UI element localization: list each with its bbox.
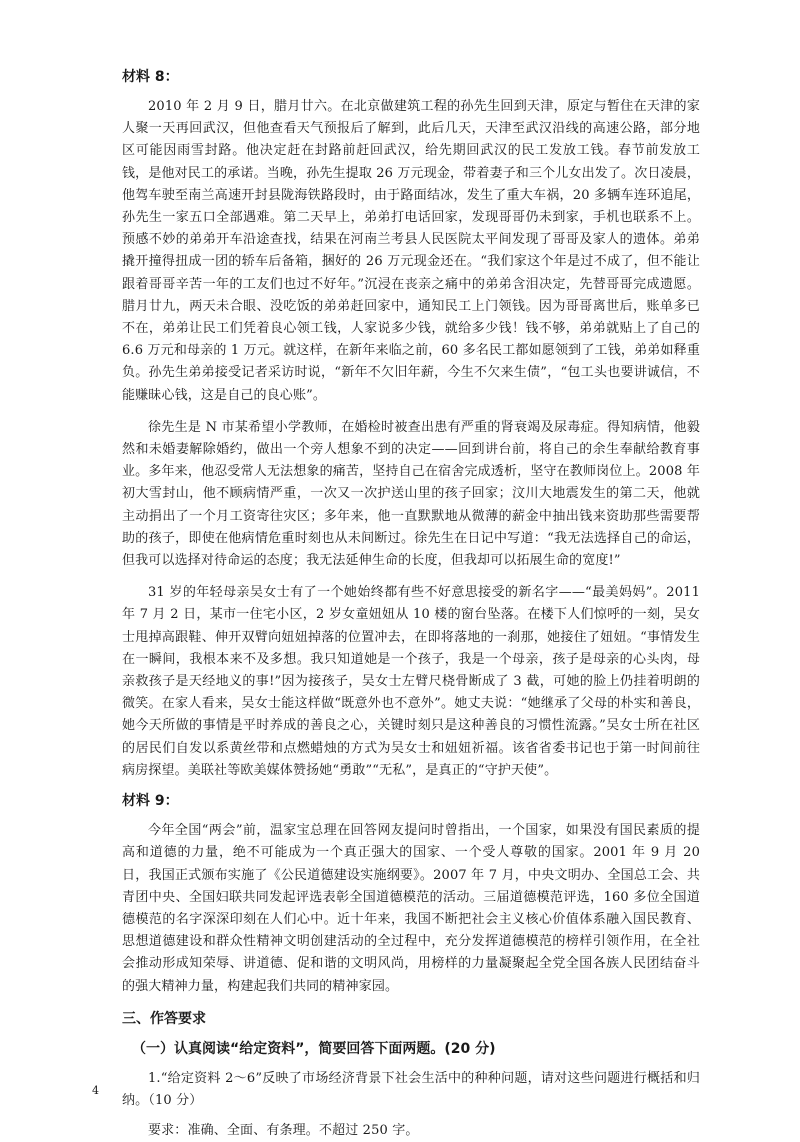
- material-8-paragraph-3: 31 岁的年轻母亲吴女士有了一个她始终都有些不好意思接受的新名字——“最美妈妈”。2011 年 7 月 2 日，某市一住宅小区，2 岁女童妞妞从 10 楼的窗台坠落。在楼下人们惊呼的一刻，吴女士甩掉高跟鞋、伸开双臂向妞妞掉落的位置冲去，在即将落地的一刹那，她接住了妞妞。“事情发生在一瞬间，我根本来不及多想。我只知道她是一个孩子，我是一个母亲，孩子是母亲的心头肉，母亲救孩子是天经地义的事!”因为接孩子，吴女士左臂尺桡骨断成了 3 截，可她的脸上仍挂着明朗的微笑。在家人看来，吴女士能这样做“既意外也不意外”。她丈夫说：“她继承了父母的朴实和善良，她今天所做的事情是平时养成的善良之心，关键时刻只是这种善良的习惯性流露。”吴女士所在社区的居民们自发以系黄丝带和点燃蜡烛的方式为吴女士和妞妞祈福。该省省委书记也于第一时间前往病房探望。美联社等欧美媒体赞扬她“勇敢”“无私”，是真正的“守护天使”。: [122, 585, 700, 778]
- material-8-paragraph-1: 2010 年 2 月 9 日，腊月廿六。在北京做建筑工程的孙先生回到天津，原定与暂住在天津的家人聚一天再回武汉，但他查看天气预报后了解到，此后几天，天津至武汉沿线的高速公路，部分地区可能因雨雪封路。他决定赶在封路前赶回武汉，给先期回武汉的民工发放工钱。春节前发放工钱，是他对民工的承诺。当晚，孙先生提取 26 万元现金，带着妻子和三个儿女出发了。次日凌晨，他驾车驶至南兰高速开封县陇海铁路段时，由于路面结冰，发生了重大车祸，20 多辆车连环追尾，孙先生一家五口全部遇难。第二天早上，弟弟打电话回家，发现哥哥仍未到家，手机也联系不上。预感不妙的弟弟开车沿途查找，结果在河南兰考县人民医院太平间发现了哥哥及家人的遗体。弟弟撬开撞得扭成一团的轿车后备箱，捆好的 26 万元现金还在。“我们家这个年是过不成了，但不能让跟着哥哥辛苦一年的工友们也过不好年。”沉浸在丧亲之痛中的弟弟含泪决定，先替哥哥完成遗愿。腊月廿九，两天未合眼、没吃饭的弟弟赶回家中，通知民工上门领钱。因为哥哥离世后，账单多已不在，弟弟让民工们凭着良心领工钱，人家说多少钱，就给多少钱！钱不够，弟弟就贴上了自己的 6.6 万元和母亲的 1 万元。就这样，在新年来临之前，60 多名民工都如愿领到了工钱，弟弟如释重负。孙先生弟弟接受记者采访时说，“新年不欠旧年薪，今生不欠来生债”，“包工头也要讲诚信，不能赚昧心钱，这是自己的良心账”。: [122, 99, 700, 403]
- question-1-requirement: 要求：准确、全面、有条理。不超过 250 字。: [148, 1123, 419, 1139]
- material-9-heading: 材料 9：: [122, 793, 179, 810]
- material-9-paragraph-1: 今年全国“两会”前，温家宝总理在回答网友提问时曾指出，一个国家，如果没有国民素质的提高和道德的力量，绝不可能成为一个真正强大的国家、一个受人尊敬的国家。2001 年 9 月 20 日，我国正式颁布实施了《公民道德建设实施纲要》。2007 年 7 月，中央文明办、全国总工会、共青团中央、全国妇联共同发起评选表彰全国道德模范的活动。三届道德模范评选，160 多位全国道德模范的名字深深印刻在人们心中。近十年来，我国不断把社会主义核心价值体系融入国民教育、思想道德建设和群众性精神文明创建活动的全过程中，充分发挥道德模范的榜样引领作用，在全社会推动形成知荣辱、讲道德、促和谐的文明风尚，用榜样的力量凝聚起全党全国各族人民团结奋斗的强大精神力量，构建起我们共同的精神家园。: [122, 823, 700, 994]
- section-3-heading: 三、作答要求: [122, 1010, 206, 1027]
- material-8-paragraph-2: 徐先生是 N 市某希望小学教师，在婚检时被查出患有严重的肾衰竭及尿毒症。得知病情，他毅然和未婚妻解除婚约，做出一个旁人想象不到的决定——回到讲台前，将自己的余生奉献给教育事业。多年来，他忍受常人无法想象的痛苦，坚持自己在宿舍完成透析，坚守在教师岗位上。2008 年初大雪封山，他不顾病情严重，一次又一次护送山里的孩子回家；汶川大地震发生的第二天，他就主动捐出了一个月工资寄往灾区；多年来，他一直默默地从微薄的薪金中抽出钱来资助那些需要帮助的孩子，即使在他病情危重时刻也从未间断过。徐先生在日记中写道：“我无法选择自己的命运，但我可以选择对待命运的态度；我无法延伸生命的长度，但我却可以拓展生命的宽度!”: [122, 419, 700, 569]
- question-1: 1.“给定资料 2～6”反映了市场经济背景下社会生活中的种种问题，请对这些问题进行概括和归纳。（10 分）: [122, 1070, 700, 1108]
- material-8-heading: 材料 8：: [122, 69, 179, 85]
- page-number: 4: [92, 1084, 99, 1097]
- page-content: [122, 66, 700, 1142]
- section-3-sub-heading: （一）认真阅读“给定资料”，简要回答下面两题。(20 分): [132, 1040, 496, 1057]
